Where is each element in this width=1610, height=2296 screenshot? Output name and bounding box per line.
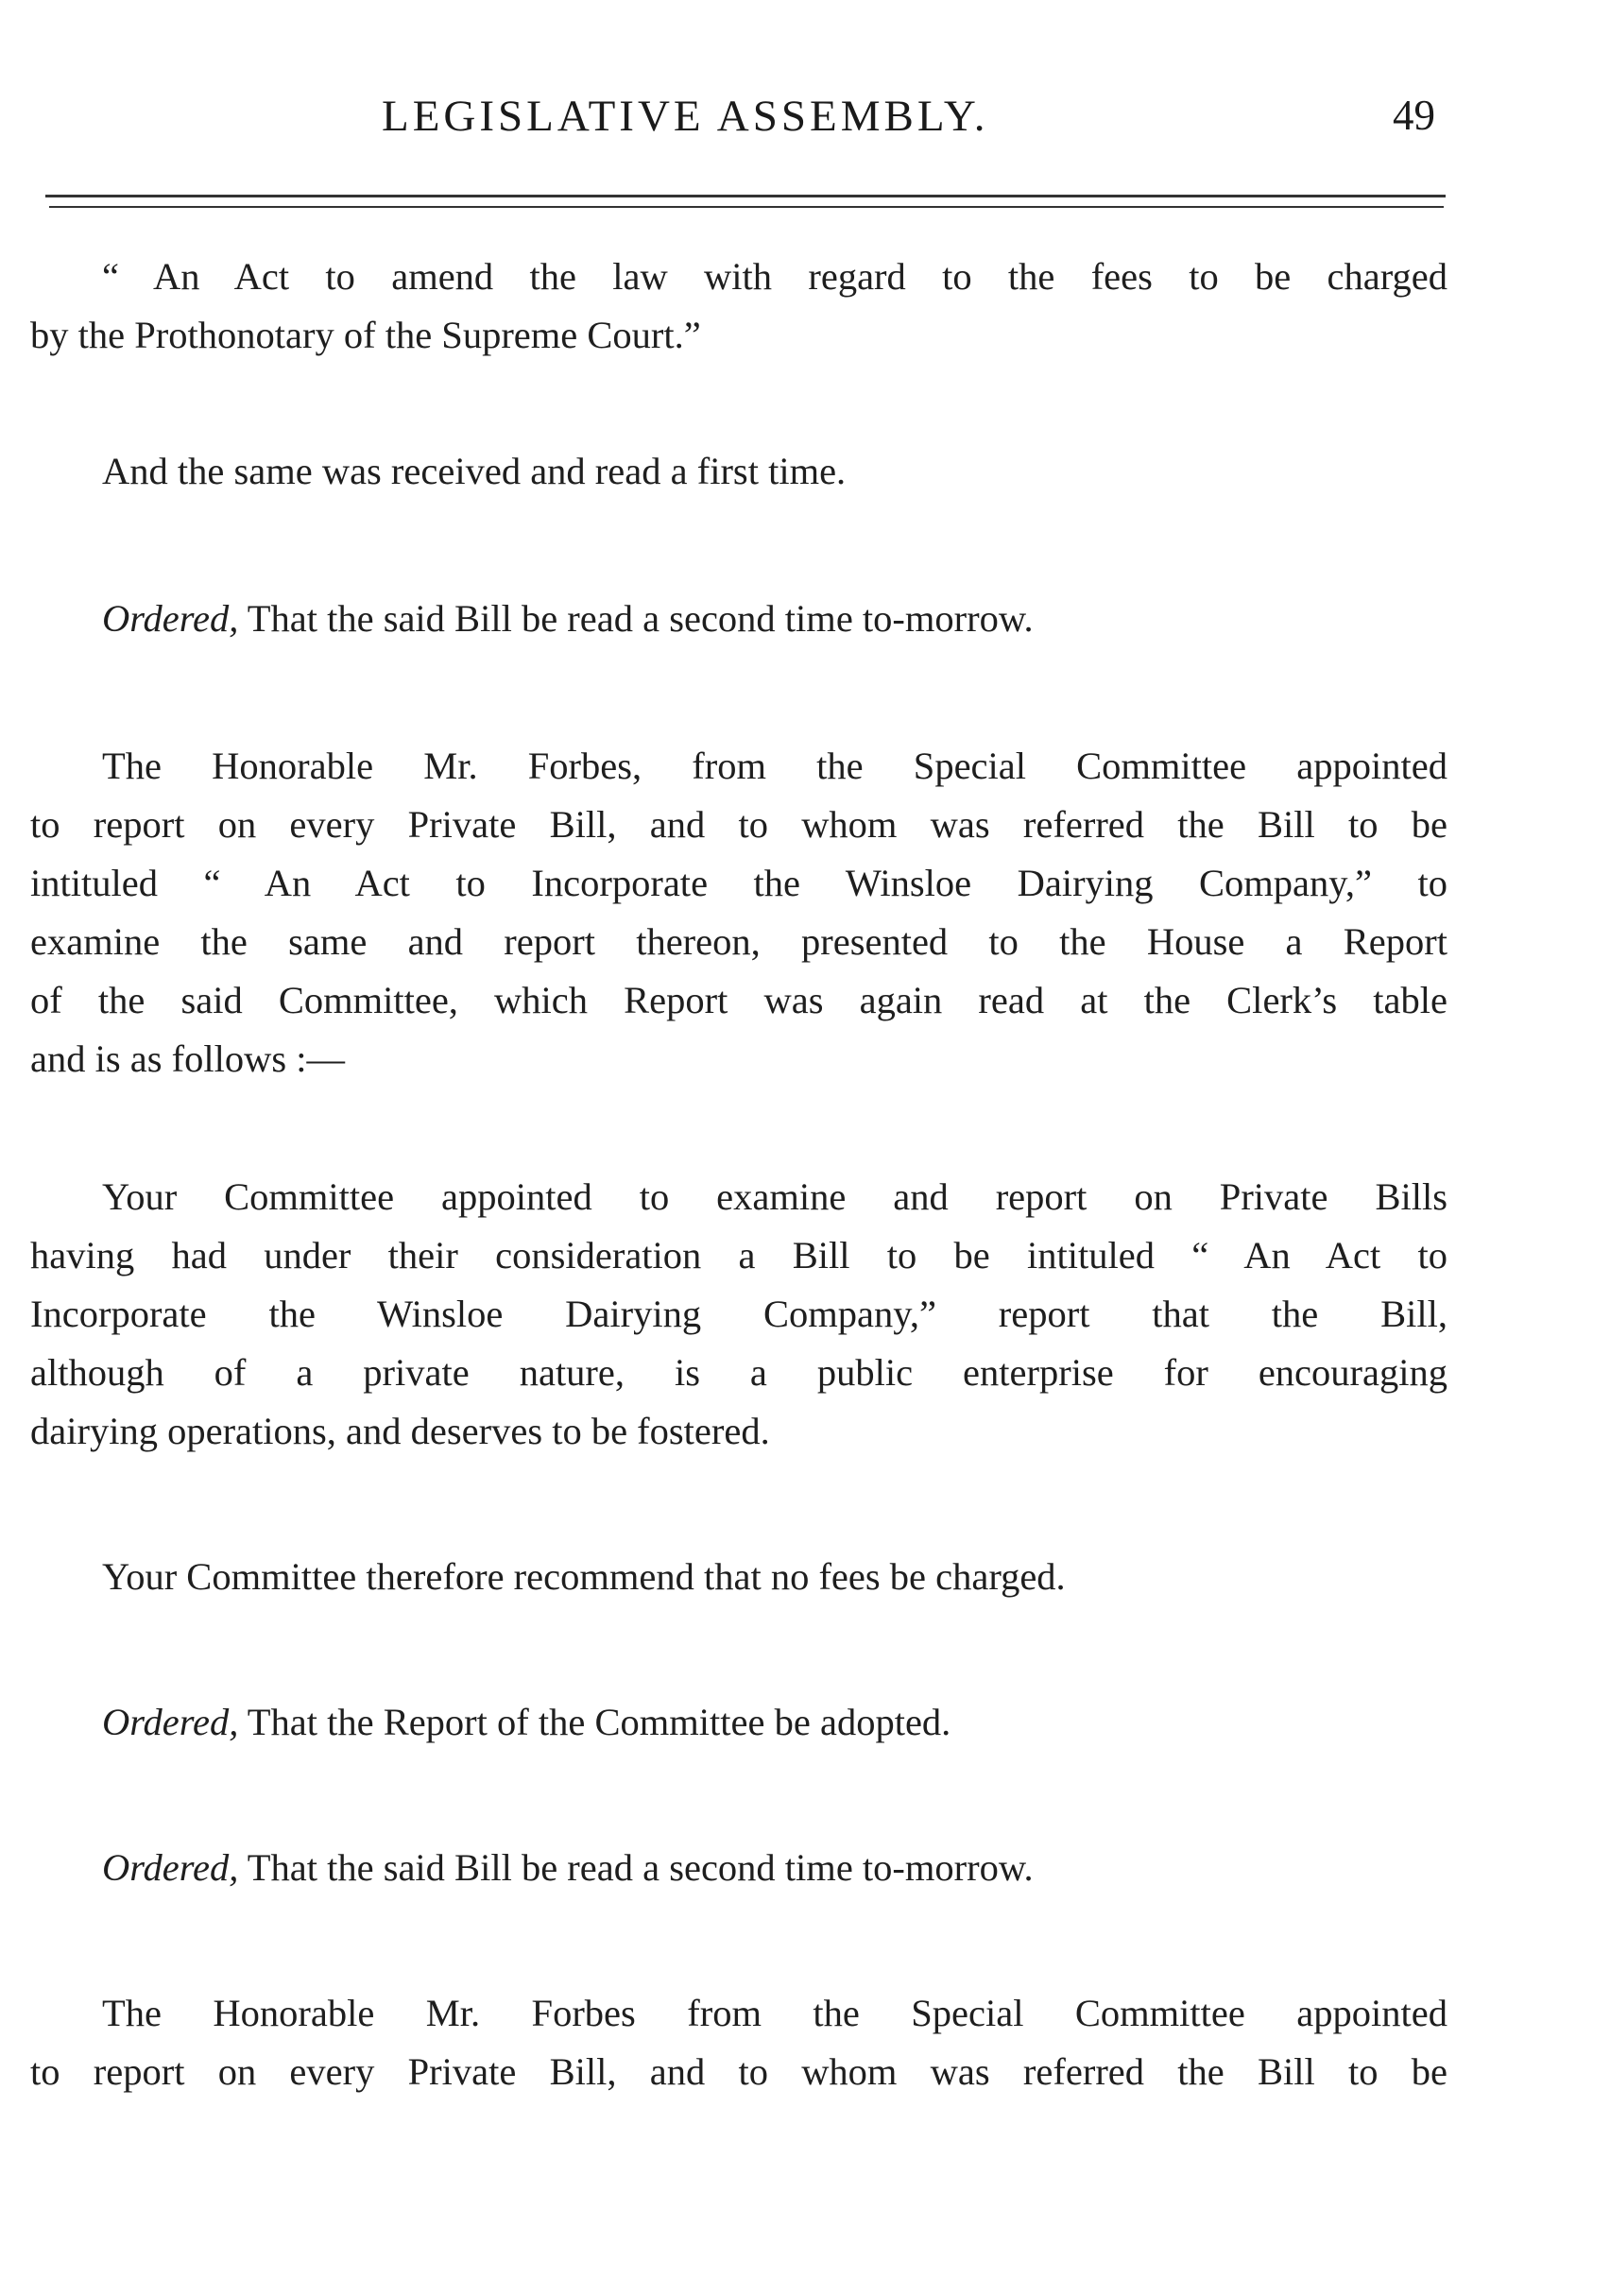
text-line: by the Prothonotary of the Supreme Court.” xyxy=(30,314,701,356)
text-line xyxy=(30,1693,1447,1752)
page-number: 49 xyxy=(1393,92,1435,139)
text-line: “ An Act to amend the law with regard to the fees to be charged xyxy=(102,255,1447,298)
text-line: to report on every Private Bill, and to whom was referred the Bill to be xyxy=(30,2050,1447,2093)
paragraph-order-second-reading xyxy=(30,590,1447,648)
paragraph-committee-report-intro-2 xyxy=(30,1984,1447,2101)
text-line: although of a private nature, is a public enterprise for encouraging xyxy=(30,1351,1447,1394)
running-title: LEGISLATIVE ASSEMBLY. xyxy=(382,92,989,141)
paragraph-order-adopt-report xyxy=(30,1693,1447,1752)
text-line xyxy=(30,1839,1447,1897)
order-text: That the Report of the Committee be adopted. xyxy=(247,1701,951,1743)
paragraph-first-reading xyxy=(30,442,1447,501)
ordered-label: Ordered, xyxy=(102,597,239,640)
text-line: intituled “ An Act to Incorporate the Winsloe Dairying Company,” to xyxy=(30,862,1447,904)
header-rule xyxy=(45,195,1446,197)
text-line: Incorporate the Winsloe Dairying Company,” report that the Bill, xyxy=(30,1293,1447,1335)
text-line: having had under their consideration a Bill to be intituled “ An Act to xyxy=(30,1234,1447,1277)
text-line: and is as follows :— xyxy=(30,1037,345,1080)
text-line: of the said Committee, which Report was again read at the Clerk’s table xyxy=(30,979,1447,1021)
text-line: Your Committee therefore recommend that no fees be charged. xyxy=(102,1555,1066,1598)
text-line: Your Committee appointed to examine and report on Private Bills xyxy=(102,1175,1447,1218)
order-text: That the said Bill be read a second time to-morrow. xyxy=(247,1846,1034,1889)
paragraph-committee-report-intro xyxy=(30,737,1447,1088)
order-text: That the said Bill be read a second time to-morrow. xyxy=(247,597,1034,640)
text-line: dairying operations, and deserves to be fostered. xyxy=(30,1410,770,1452)
running-head xyxy=(0,91,1610,147)
text-line xyxy=(30,590,1447,648)
text-line: The Honorable Mr. Forbes, from the Special Committee appointed xyxy=(102,745,1447,787)
paragraph-order-second-reading-2 xyxy=(30,1839,1447,1897)
text-line: examine the same and report thereon, presented to the House a Report xyxy=(30,920,1447,963)
paragraph-committee-recommendation xyxy=(30,1548,1447,1606)
text-line: And the same was received and read a first time. xyxy=(102,450,847,492)
paragraph-bill-title xyxy=(30,248,1447,365)
text-line: to report on every Private Bill, and to whom was referred the Bill to be xyxy=(30,803,1447,846)
text-line: The Honorable Mr. Forbes from the Special Committee appointed xyxy=(102,1992,1447,2034)
paragraph-committee-report-body xyxy=(30,1168,1447,1461)
ordered-label: Ordered, xyxy=(102,1701,239,1743)
ordered-label: Ordered, xyxy=(102,1846,239,1889)
header-rule-secondary xyxy=(49,206,1444,208)
